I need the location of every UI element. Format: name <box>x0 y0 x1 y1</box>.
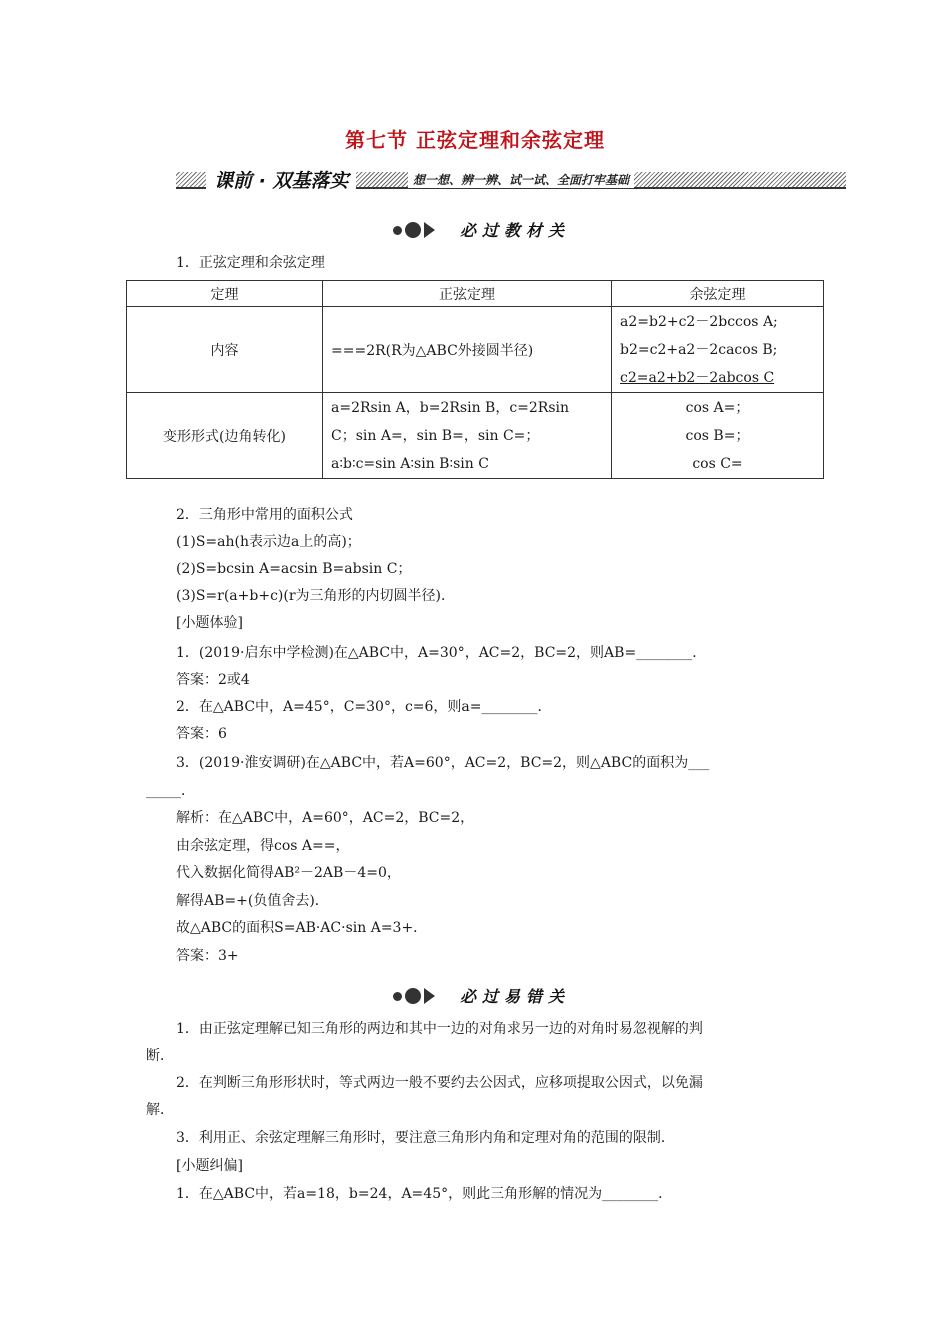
heading-theorems: 1．正弦定理和余弦定理 <box>176 255 325 271</box>
question: 3．(2019·淮安调研)在△ABC中，若A=60°，AC=2，BC=2，则△ABC的面积为___ <box>176 755 710 771</box>
answer: 答案：3+ <box>176 948 239 964</box>
sine-transform <box>323 393 612 479</box>
answer: 答案：2或4 <box>176 672 250 688</box>
correction-tag: [小题纠偏] <box>176 1158 243 1174</box>
table-row <box>127 307 824 393</box>
error-note: 1．由正弦定理解已知三角形的两边和其中一边的对角求另一边的对角时易忽视解的判 <box>176 1021 703 1037</box>
solution-line: 由余弦定理，得cos A==， <box>176 838 350 854</box>
theorem-table <box>126 280 824 479</box>
question-cont: _____． <box>146 783 195 799</box>
cosine-transform <box>612 393 824 479</box>
dots-arrow-icon <box>393 987 457 1005</box>
cos-line: cos A=； <box>685 399 750 416</box>
cos-line: cos C= <box>692 455 743 472</box>
table-header-cell: 正弦定理 <box>323 281 612 307</box>
table-header-cell: 余弦定理 <box>612 281 824 307</box>
solution-line: 解析：在△ABC中，A=60°，AC=2，BC=2， <box>176 810 475 826</box>
area-formula: (1)S=ah(h表示边a上的高)； <box>176 534 361 550</box>
banner-sub-label: 想一想、辨一辨、试一试、全面打牢基础 <box>408 171 634 188</box>
section-banner <box>176 168 846 192</box>
banner-main-label: 课前 · 双基落实 <box>206 166 356 193</box>
area-formula: (2)S=bcsin A=acsin B=absin C； <box>176 561 412 577</box>
table-header-row <box>127 281 824 307</box>
cos-line: cos B=； <box>685 427 750 444</box>
table-row <box>127 393 824 479</box>
table-header-cell: 定理 <box>127 281 323 307</box>
area-formula: (3)S=r(a+b+c)(r为三角形的内切圆半径)． <box>176 588 455 604</box>
heading-area: 2．三角形中常用的面积公式 <box>176 507 353 523</box>
solution-line: 代入数据化简得AB²－2AB－4=0， <box>176 865 401 881</box>
section-header-textbook <box>0 216 950 242</box>
section-header-errors <box>0 982 950 1008</box>
error-note-cont: 解． <box>146 1102 174 1118</box>
sine-law-content: ===2R(R为△ABC外接圆半径) <box>323 307 612 393</box>
error-note: 3．利用正、余弦定理解三角形时，要注意三角形内角和定理对角的范围的限制． <box>176 1130 675 1146</box>
sine-line: a∶b∶c=sin A∶sin B∶sin C <box>331 455 489 472</box>
row-label-transform: 变形形式(边角转化) <box>127 393 323 479</box>
solution-line: 故△ABC的面积S=AB·AC·sin A=3+． <box>176 920 428 936</box>
error-note-cont: 断． <box>146 1048 174 1064</box>
row-label-content: 内容 <box>127 307 323 393</box>
page-title: 第七节 正弦定理和余弦定理 <box>345 128 605 152</box>
section-label: 必过教材关 <box>460 221 571 240</box>
answer: 答案：6 <box>176 726 227 742</box>
question: 1．在△ABC中，若a=18，b=24，A=45°，则此三角形解的情况为________． <box>176 1186 673 1202</box>
dots-arrow-icon <box>393 221 457 239</box>
sine-line: C；sin A=，sin B=，sin C=； <box>331 427 540 444</box>
cosine-law-content <box>612 307 824 393</box>
cos-line: a2=b2+c2－2bccos A; <box>620 313 778 330</box>
error-note: 2．在判断三角形形状时，等式两边一般不要约去公因式，应移项提取公因式，以免漏 <box>176 1075 703 1091</box>
cos-line: b2=c2+a2－2cacos B; <box>620 341 778 358</box>
cos-line: c2=a2+b2－2abcos C <box>620 369 775 386</box>
sine-line: a=2Rsin A，b=2Rsin B，c=2Rsin <box>331 399 570 416</box>
solution-line: 解得AB=+(负值舍去)． <box>176 893 329 909</box>
practice-tag: [小题体验] <box>176 615 243 631</box>
section-label: 必过易错关 <box>460 987 571 1006</box>
question: 1．(2019·启东中学检测)在△ABC中，A=30°，AC=2，BC=2，则AB=________． <box>176 645 707 661</box>
question: 2．在△ABC中，A=45°，C=30°，c=6，则a=________． <box>176 699 552 715</box>
